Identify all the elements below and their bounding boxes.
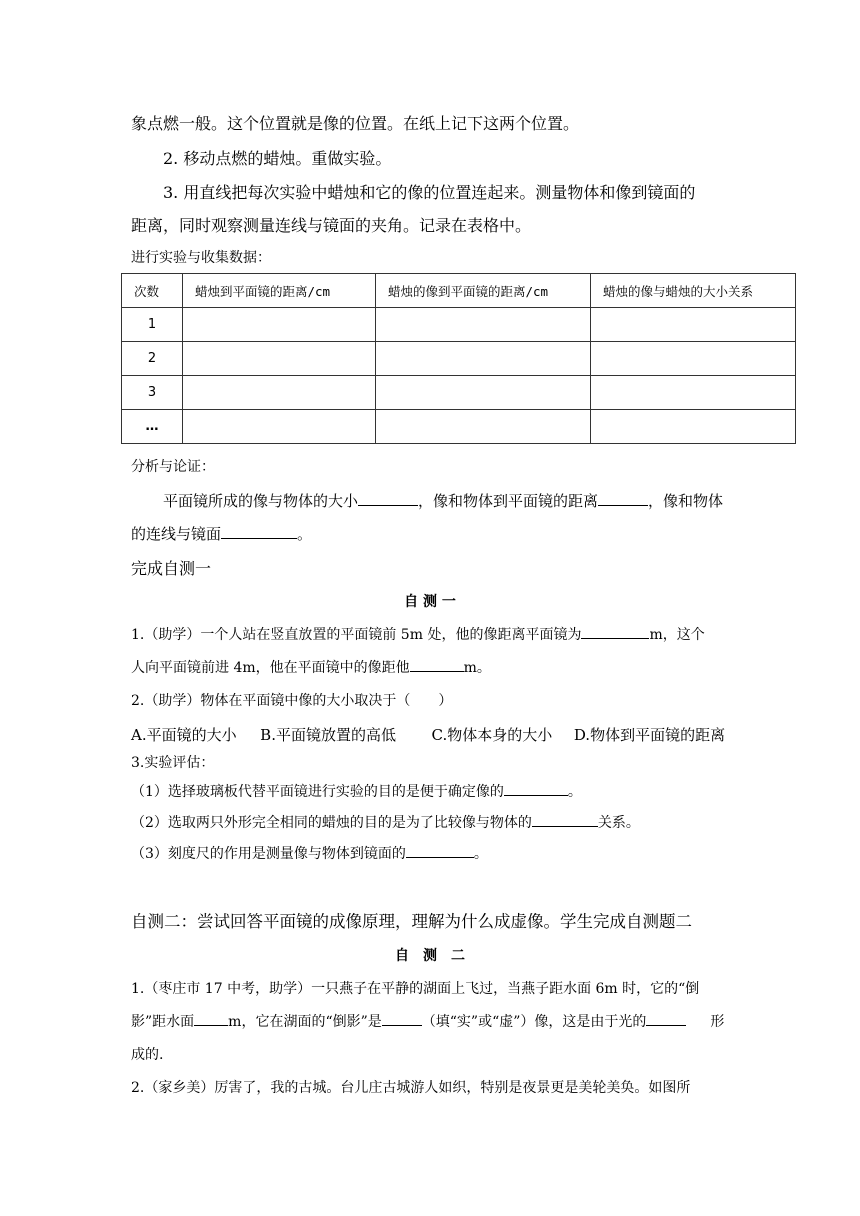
row-number: 1 xyxy=(122,308,183,342)
option-a[interactable]: A.平面镜的大小 xyxy=(131,726,237,744)
test-2-q1-line-3: 成的. xyxy=(131,1047,164,1063)
step-3-line-1: 3. 用直线把每次实验中蜡烛和它的像的位置连起来。测量物体和像到镜面的 xyxy=(163,183,696,202)
answer-blank[interactable] xyxy=(194,1011,228,1026)
test-1-q1-line-1 xyxy=(131,624,705,644)
table-cell[interactable] xyxy=(183,308,376,342)
test-1-q3-3 xyxy=(131,843,488,863)
row-number: 2 xyxy=(122,342,183,376)
table-cell[interactable] xyxy=(183,342,376,376)
step-2: 2. 移动点燃的蜡烛。重做实验。 xyxy=(163,149,392,168)
analysis-text: 。 xyxy=(297,525,313,543)
table-cell[interactable] xyxy=(591,342,796,376)
table-cell[interactable] xyxy=(376,376,591,410)
answer-blank[interactable] xyxy=(504,781,568,796)
table-cell[interactable] xyxy=(591,376,796,410)
table-header-cell: 蜡烛的像到平面镜的距离/cm xyxy=(376,274,591,308)
table-cell[interactable] xyxy=(591,308,796,342)
question-text: m。 xyxy=(463,660,491,676)
question-text: m，这个 xyxy=(649,627,705,643)
question-text: 关系。 xyxy=(597,815,640,831)
test-1-q2-options xyxy=(131,724,725,745)
option-d[interactable]: D.物体到平面镜的距离 xyxy=(573,726,726,744)
question-text: （填“实”或“虚”）像，这是由于光的 xyxy=(421,1014,647,1030)
test-2-q2: 2.（家乡美）厉害了，我的古城。台儿庄古城游人如织，特别是夜景更是美轮美奂。如图所 xyxy=(131,1080,691,1096)
question-text: 人向平面镜前进 4m，他在平面镜中的像距他 xyxy=(131,660,410,676)
complete-test-1-label: 完成自测一 xyxy=(131,559,212,578)
step-3-line-2: 距离，同时观察测量连线与镜面的夹角。记录在表格中。 xyxy=(131,216,532,235)
table-row xyxy=(122,376,796,410)
question-text: （3）刻度尺的作用是测量像与物体到镜面的 xyxy=(131,846,406,862)
answer-blank[interactable] xyxy=(581,624,649,639)
table-cell[interactable] xyxy=(591,410,796,444)
question-text: 。 xyxy=(567,784,582,800)
analysis-text: 平面镜所成的像与物体的大小 xyxy=(163,492,359,510)
question-text: （2）选取两只外形完全相同的蜡烛的目的是为了比较像与物体的 xyxy=(131,815,532,831)
answer-blank[interactable] xyxy=(532,812,598,827)
test-2-q1-line-1: 1.（枣庄市 17 中考，助学）一只燕子在平静的湖面上飞过，当燕子距水面 6m 时，它的“倒 xyxy=(131,981,700,997)
analysis-text: ，像和物体 xyxy=(648,492,724,510)
analysis-line-2 xyxy=(131,523,312,544)
option-b[interactable]: B.平面镜放置的高低 xyxy=(260,726,396,744)
answer-blank[interactable] xyxy=(406,843,474,858)
answer-blank[interactable] xyxy=(358,491,418,506)
table-cell[interactable] xyxy=(183,410,376,444)
answer-blank[interactable] xyxy=(598,491,648,506)
table-cell[interactable] xyxy=(376,410,591,444)
test-2-q1-line-2 xyxy=(131,1011,724,1031)
option-c[interactable]: C.物体本身的大小 xyxy=(431,726,553,744)
test-1-q3: 3.实验评估： xyxy=(131,755,215,771)
data-table xyxy=(121,273,796,444)
analysis-label: 分析与论证： xyxy=(131,459,215,475)
table-row xyxy=(122,410,796,444)
table-header-cell: 次数 xyxy=(122,274,183,308)
answer-blank[interactable] xyxy=(382,1011,422,1026)
table-row xyxy=(122,308,796,342)
row-number: 3 xyxy=(122,376,183,410)
table-cell[interactable] xyxy=(376,342,591,376)
table-row xyxy=(122,342,796,376)
test-1-title: 自 测 一 xyxy=(404,594,456,610)
table-header-row xyxy=(122,274,796,308)
analysis-text: ，像和物体到平面镜的距离 xyxy=(418,492,599,510)
test-2-title: 自 测 二 xyxy=(395,948,465,964)
table-cell[interactable] xyxy=(183,376,376,410)
question-text: 影”距水面 xyxy=(131,1014,195,1030)
answer-blank[interactable] xyxy=(646,1011,686,1026)
table-header-cell: 蜡烛的像与蜡烛的大小关系 xyxy=(591,274,796,308)
question-text: m，它在湖面的“倒影”是 xyxy=(228,1014,382,1030)
collect-data-label: 进行实验与收集数据： xyxy=(131,250,271,266)
test-1-q1-line-2 xyxy=(131,657,491,677)
answer-blank[interactable] xyxy=(221,524,297,539)
table-header-cell: 蜡烛到平面镜的距离/cm xyxy=(183,274,376,308)
test-1-q3-1 xyxy=(131,781,582,801)
analysis-line-1 xyxy=(163,490,723,511)
test-1-q2: 2.（助学）物体在平面镜中像的大小取决于（ ） xyxy=(131,693,453,709)
question-text: 。 xyxy=(473,846,488,862)
analysis-text: 的连线与镜面 xyxy=(131,525,222,543)
test-2-intro: 自测二：尝试回答平面镜的成像原理，理解为什么成虚像。学生完成自测题二 xyxy=(131,912,692,931)
table-cell[interactable] xyxy=(376,308,591,342)
paragraph-line: 象点燃一般。这个位置就是像的位置。在纸上记下这两个位置。 xyxy=(131,114,580,133)
row-number: … xyxy=(122,410,183,444)
question-text: 形 xyxy=(710,1014,725,1030)
question-text: 1.（助学）一个人站在竖直放置的平面镜前 5m 处，他的像距离平面镜为 xyxy=(131,627,582,643)
question-text: （1）选择玻璃板代替平面镜进行实验的目的是便于确定像的 xyxy=(131,784,504,800)
answer-blank[interactable] xyxy=(410,657,464,672)
test-1-q3-2 xyxy=(131,812,640,832)
